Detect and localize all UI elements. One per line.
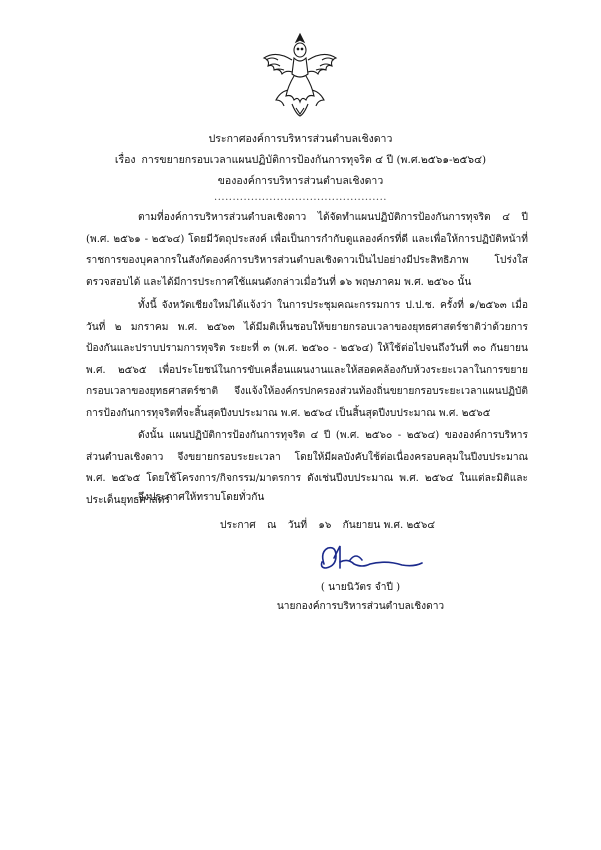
at-label: ณ xyxy=(267,520,277,531)
body-paragraph-1: ตามที่องค์การบริหารส่วนตำบลเชิงดาว ได้จัดทำแผนปฏิบัติการป้องกันการทุจริต ๔ ปี (พ.ศ. ๒๕๖๑ - ๒๕๖๔) โดยมีวัตถุประสงค์ เพื่อเป็นการกำกับดูแลองค์กรที่ดี และเพื่อให้การปฏิบัติหน้าที่ราชการของบุคลากรในสังกัดองค์การบริหารส่วนตำบลเชิงดาวเป็นไปอย่างมีประสิทธิภาพ โปร่งใส ตรวจสอบได้ และได้มีการประกาศใช้แผนดังกล่าวเมื่อวันที่ ๑๖ พฤษภาคม พ.ศ. ๒๕๖๐ นั้น xyxy=(86,212,528,288)
body-paragraph-2: ทั้งนี้ จังหวัดเชียงใหม่ได้แจ้งว่า ในการประชุมคณะกรรมการ ป.ป.ช. ครั้งที่ ๑/๒๕๖๓ เมื่อวันที่ ๒ มกราคม พ.ศ. ๒๕๖๓ ได้มีมติเห็นชอบให้ขยายกรอบเวลาของยุทธศาสตร์ชาติว่าด้วยการป้องกันและปราบปรามการทุจริต ระยะที่ ๓ (พ.ศ. ๒๕๖๐ - ๒๕๖๔) ให้ใช้ต่อไปจนถึงวันที่ ๓๐ กันยายน พ.ศ. ๒๕๖๕ เพื่อประโยชน์ในการขับเคลื่อนแผนงานและให้สอดคล้องกับห้วงระยะเวลาในการขยายกรอบเวลาของยุทธศาสตร์ชาติ จึงแจ้งให้องค์กรปกครองส่วนท้องถิ่นขยายกรอบระยะเวลาแผนปฏิบัติการป้องกันการทุจริตที่จะสิ้นสุดปีงบประมาณ พ.ศ. ๒๕๖๔ เป็นสิ้นสุดปีงบประมาณ พ.ศ. ๒๕๖๕ xyxy=(86,300,528,419)
signer-name: ( นายนิวัตร จำปี ) xyxy=(320,582,401,593)
title-separator: ............................................... xyxy=(214,192,387,203)
subject-organization: ขององค์การบริหารส่วนตำบลเชิงดาว xyxy=(217,175,384,187)
announce-label: ประกาศ xyxy=(220,520,256,531)
handwritten-signature-icon xyxy=(310,538,430,576)
month-year-value: กันยายน พ.ศ. ๒๕๖๔ xyxy=(342,520,436,531)
subject-label: เรื่อง xyxy=(114,154,136,166)
day-label: วันที่ xyxy=(287,520,308,531)
body-paragraph-3: ดังนั้น แผนปฏิบัติการป้องกันการทุจริต ๔ ปี (พ.ศ. ๒๕๖๐ - ๒๕๖๔) ขององค์การบริหารส่วนตำบลเชิงดาว จึงขยายกรอบระยะเวลา โดยให้มีผลบังคับใช้ต่อเนื่องครอบคลุมในปีงบประมาณ พ.ศ. ๒๕๖๕ โดยใช้โครงการ/กิจกรรม/มาตรการ ดังเช่นปีงบประมาณ พ.ศ. ๒๕๖๔ ในแต่ละมิติและประเด็นยุทธศาสตร์ xyxy=(86,430,528,506)
document-subject xyxy=(0,151,601,168)
day-value: ๑๖ xyxy=(318,520,332,531)
document-title: ประกาศองค์การบริหารส่วนตำบลเชิงดาว xyxy=(208,133,393,145)
announcement-date xyxy=(220,517,443,533)
body-paragraph-4: จึงประกาศให้ทราบโดยทั่วกัน xyxy=(138,492,265,503)
signer-position: นายกองค์การบริหารส่วนตำบลเชิงดาว xyxy=(276,601,445,612)
subject-text: การขยายกรอบเวลาแผนปฏิบัติการป้องกันการทุจริต ๔ ปี (พ.ศ.๒๕๖๑-๒๕๖๔) xyxy=(141,154,487,166)
garuda-emblem-icon xyxy=(258,30,342,120)
